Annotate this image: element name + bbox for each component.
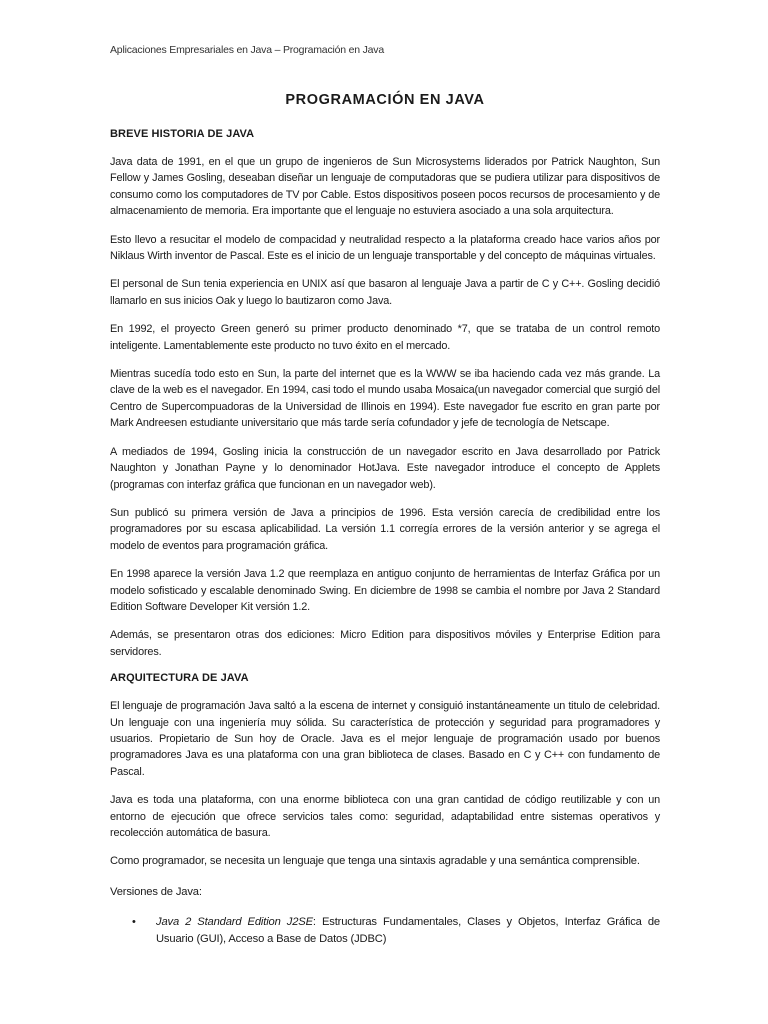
paragraph: Además, se presentaron otras dos ediciones: Micro Edition para dispositivos móviles y Enterprise Edition para servidores. bbox=[110, 629, 660, 658]
paragraph: En 1998 aparece la versión Java 1.2 que reemplaza en antiguo conjunto de herramientas de Interfaz Gráfica por un modelo sofisticado y escalable denominado Swing. En diciembre de 1998 se cambia el nombre por Java 2 Standard Edition Software Developer Kit versión 1.2. bbox=[110, 568, 660, 613]
paragraph: Sun publicó su primera versión de Java a principios de 1996. Esta versión carecía de credibilidad entre los programadores por su escasa aplicabilidad. La versión 1.1 corregía errores de la versión anterior y se agrega el modelo de eventos para programación gráfica. bbox=[110, 506, 660, 552]
paragraph: El lenguaje de programación Java saltó a la escena de internet y consiguió instantáneamente un titulo de celebridad. Un lenguaje con una ingeniería muy sólida. Su característica de protección y seguridad para programadores y usuarios. Propietario de Sun hoy de Oracle. Java es el mejor lenguaje de programación usado por buenos programadores Java es una plataforma con una gran biblioteca de clases. Basado en C y C++ con fundamento de Pascal. bbox=[110, 700, 660, 778]
paragraph: Java data de 1991, en el que un grupo de ingenieros de Sun Microsystems liderados por Patrick Naughton, Sun Fellow y James Gosling, deseaban diseñar un lenguaje de computadoras que se pudiera utilizar para dispositivos de consumo como los computadores de TV por Cable. Estos dispositivos poseen pocos recursos de procesamiento y de almacenamiento de memoria. Era importante que el lenguaje no estuviera asociado a una sola arquitectura. bbox=[110, 156, 660, 218]
paragraph: Java es toda una plataforma, con una enorme biblioteca con una gran cantidad de código reutilizable y con un entorno de ejecución que ofrece servicios tales como: seguridad, adaptabilidad entre sistemas operativos y recolección automática de basura. bbox=[110, 794, 660, 839]
plain-line: Como programador, se necesita un lenguaje que tenga una sintaxis agradable y una semántica comprensible. bbox=[110, 855, 640, 868]
paragraph: Esto llevo a resucitar el modelo de compacidad y neutralidad respecto a la plataforma creado hace varios años por Niklaus Wirth inventor de Pascal. Este es el inicio de un lenguaje transportable y del concepto de máquinas virtuales. bbox=[110, 233, 660, 263]
list-item bbox=[110, 914, 660, 947]
paragraph: A mediados de 1994, Gosling inicia la construcción de un navegador escrito en Java desarrollado por Patrick Naughton y Jonathan Payne y lo denominador HotJava. Este navegador introduce el concepto de Applets (programas con interfaz gráfica que funcionan en un navegador web). bbox=[110, 445, 660, 491]
paragraph: En 1992, el proyecto Green generó su primer producto denominado *7, que se trataba de un control remoto inteligente. Lamentablemente este producto no tuvo éxito en el mercado. bbox=[110, 323, 660, 352]
section-heading-arquitectura: ARQUITECTURA DE JAVA bbox=[110, 672, 249, 685]
document-body bbox=[110, 128, 660, 947]
plain-line: Versiones de Java: bbox=[110, 885, 202, 898]
versions-list bbox=[110, 914, 660, 947]
document-title: PROGRAMACIÓN EN JAVA bbox=[285, 92, 485, 108]
paragraph: Mientras sucedía todo esto en Sun, la parte del internet que es la WWW se iba haciendo cada vez más grande. La clave de la web es el navegador. En 1994, casi todo el mundo usaba Mosaica(un navegador comercial que surgió del Centro de Supercompuadoras de la Universidad de Illinois en 1994). Este navegador fue escrito en gran parte por Mark Andreesen estudiante universitario que más tarde sería cofundador y jefe de tecnología de Netscape. bbox=[110, 368, 660, 430]
list-item-text: : Estructuras Fundamentales, Clases y Objetos, Interfaz Gráfica de Usuario (GUI), Acceso a Base de Datos (JDBC) bbox=[156, 916, 660, 945]
list-item-emphasis: Java 2 Standard Edition J2SE bbox=[156, 916, 313, 929]
bullet-icon: • bbox=[132, 916, 136, 929]
paragraph: El personal de Sun tenia experiencia en UNIX así que basaron al lenguaje Java a partir de C y C++. Gosling decidió llamarlo en sus inicios Oak y luego lo bautizaron como Java. bbox=[110, 278, 660, 307]
running-header: Aplicaciones Empresariales en Java – Programación en Java bbox=[110, 44, 384, 56]
section-heading-historia: BREVE HISTORIA DE JAVA bbox=[110, 128, 255, 140]
